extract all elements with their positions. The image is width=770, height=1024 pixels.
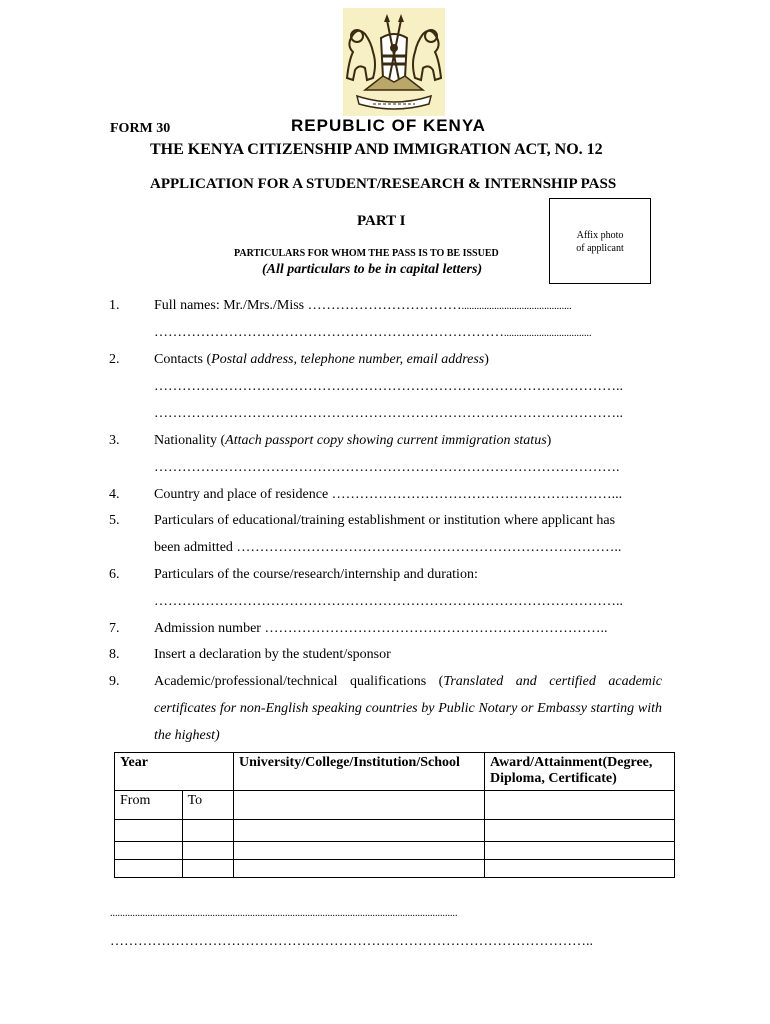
part-heading: PART I (357, 213, 406, 229)
footer-line1[interactable]: ........................................................................................................................................... (110, 908, 458, 919)
institution-label: Particulars of educational/training establishment or institution where applicant has (154, 513, 616, 528)
nationality-label-text: Nationality ( (154, 433, 226, 448)
admitted-dots: ……………………………………………………………………….. (236, 540, 622, 555)
contacts-label-italic: Postal address, telephone number, email address (211, 352, 485, 367)
act-title: THE KENYA CITIZENSHIP AND IMMIGRATION ACT, NO. 12 (150, 141, 603, 158)
table-cell[interactable] (115, 842, 183, 860)
item-number: 5. (109, 513, 120, 528)
table-cell[interactable] (234, 820, 485, 842)
coat-of-arms-icon (343, 8, 445, 116)
contacts-label-text: Contacts ( (154, 352, 212, 367)
table-cell[interactable] (485, 820, 675, 842)
nationality-label (154, 433, 551, 449)
table-cell[interactable] (115, 860, 183, 878)
declaration-label: Insert a declaration by the student/sponsor (154, 647, 391, 662)
table-cell[interactable] (485, 842, 675, 860)
course-line[interactable]: ……………………………………………………………………………………….. (154, 594, 623, 609)
admission-number-field[interactable] (154, 621, 607, 637)
table-cell[interactable] (182, 842, 233, 860)
admitted-label: been admitted (154, 540, 233, 555)
admission-number-label: Admission number (154, 621, 261, 636)
contacts-label (154, 352, 489, 368)
col-award-header: Award/Attainment(Degree, Diploma, Certificate) (485, 753, 675, 791)
table-cell[interactable] (182, 860, 233, 878)
residence-label: Country and place of residence (154, 487, 329, 502)
footer-line2[interactable]: ………………………………………………………………………………………….. (110, 934, 593, 949)
form-number: FORM 30 (110, 121, 171, 136)
item-number: 2. (109, 352, 120, 367)
full-names-label: Full names: Mr./Mrs./Miss (154, 298, 305, 313)
item-number: 3. (109, 433, 120, 448)
table-row (115, 860, 675, 878)
table-cell[interactable] (234, 791, 485, 820)
table-cell[interactable] (485, 791, 675, 820)
table-row (115, 842, 675, 860)
table-cell[interactable] (182, 820, 233, 842)
photo-box[interactable] (549, 198, 651, 284)
application-title: APPLICATION FOR A STUDENT/RESEARCH & INTERNSHIP PASS (150, 176, 617, 192)
nationality-line[interactable]: ………………………………………………………………………………………. (154, 460, 620, 475)
item-number: 4. (109, 487, 120, 502)
col-institution-header: University/College/Institution/School (234, 753, 485, 791)
full-names-line2-dots: ………………………………………………………………… (154, 325, 504, 340)
qualifications-table (114, 752, 675, 878)
nationality-label-close: ) (546, 433, 552, 448)
item-number: 8. (109, 647, 120, 662)
full-names-dots-tail: ............................................ (461, 301, 572, 312)
col-year-header: Year (115, 753, 234, 791)
contacts-line2[interactable]: ……………………………………………………………………………………….. (154, 406, 623, 421)
photo-label-line2: of applicant (576, 243, 624, 254)
capitals-note: (All particulars to be in capital letters) (262, 262, 483, 277)
residence-dots: ……………………………………………………... (331, 487, 623, 502)
table-cell[interactable] (234, 842, 485, 860)
course-label: Particulars of the course/research/internship and duration: (154, 567, 478, 582)
table-cell[interactable] (234, 860, 485, 878)
item-number: 7. (109, 621, 120, 636)
contacts-label-close: ) (484, 352, 489, 367)
full-names-dots: …………………………… (307, 298, 462, 313)
contacts-line1[interactable]: ……………………………………………………………………………………….. (154, 379, 623, 394)
table-cell[interactable] (115, 820, 183, 842)
table-cell[interactable] (485, 860, 675, 878)
full-names-field[interactable] (154, 298, 572, 315)
residence-field[interactable] (154, 487, 622, 503)
nationality-label-italic: Attach passport copy showing current immigration status (225, 433, 547, 448)
full-names-line2-tail: ................................... (504, 328, 592, 339)
item-number: 1. (109, 298, 120, 313)
item-number: 9. (109, 674, 120, 689)
full-names-line2[interactable] (154, 325, 662, 341)
item-number: 6. (109, 567, 120, 582)
qualifications-label-italic: Translated and certified academic certificates for non-English speaking countries by Public Notary or Embassy starting with the highest) (154, 674, 662, 743)
country-title: REPUBLIC OF KENYA (291, 116, 486, 135)
table-row (115, 820, 675, 842)
sub-from-header: From (115, 791, 183, 820)
qualifications-label-text: Academic/professional/technical qualifications ( (154, 674, 444, 689)
sub-to-header: To (182, 791, 233, 820)
admission-number-dots: ……………………………………………………………….. (264, 621, 608, 636)
photo-label-line1: Affix photo (576, 230, 624, 241)
admitted-field[interactable] (154, 540, 621, 556)
particulars-heading: PARTICULARS FOR WHOM THE PASS IS TO BE ISSUED (234, 248, 499, 259)
qualifications-label (154, 668, 662, 749)
